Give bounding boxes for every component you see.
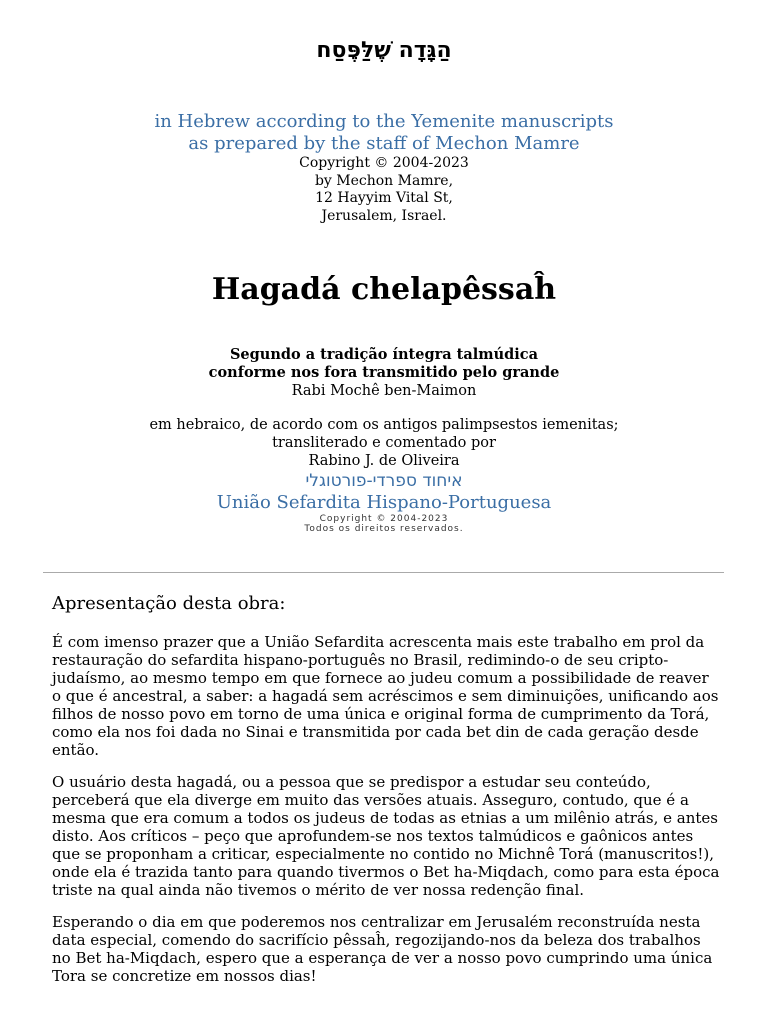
intro-line-1: in Hebrew according to the Yemenite manuscripts (154, 111, 614, 132)
intro-block (0, 111, 768, 225)
section-heading: Apresentação desta obra: (52, 593, 286, 614)
hebrew-title: הַגָּדָה שֶׁלַּפֶּסַח (316, 38, 452, 63)
horizontal-divider (43, 572, 724, 573)
intro-street: 12 Hayyim Vital St, (315, 190, 453, 206)
paragraph: É com imenso prazer que a União Sefardita acrescenta mais este trabalho em prol da restauração do sefardita hispano-português no Brasil, redimindo-o de seu cripto-judaísmo, ao mesmo tempo em que fornece ao judeu comum a possibilidade de reaver o que é ancestral, a saber: a hagadá sem acréscimos e sem diminuições, unificando aos filhos de nosso povo em torno de uma única e original forma de cumprimento da Torá, como ela nos foi dada no Sinai e transmitida por cada bet din de cada geração desde então. (52, 633, 719, 759)
paragraph: Esperando o dia em que poderemos nos centralizar em Jerusalém reconstruída nesta data especial, comendo do sacrifício pêssaĥ, regozijando-nos da beleza dos trabalhos no Bet ha-Miqdach, espero que a esperança de ver a nosso povo cumprindo uma única Tora se concretize em nossos dias! (52, 913, 713, 985)
org-name: União Sefardita Hispano-Portuguesa (216, 492, 552, 513)
translit-line-2: transliterado e comentado por (272, 435, 496, 451)
intro-by: by Mechon Mamre, (314, 172, 454, 189)
translit-line-3: Rabino J. de Oliveira (308, 453, 460, 469)
org-rights: Todos os direitos reservados. (304, 524, 464, 534)
org-copyright: Copyright © 2004-2023 (319, 514, 449, 524)
tradition-line-2: conforme nos fora transmitido pelo grande (208, 364, 560, 381)
translit-block (0, 416, 768, 534)
tradition-block (0, 346, 768, 400)
tradition-line-1: Segundo a tradição íntegra talmúdica (229, 346, 539, 363)
tradition-line-3: Rabi Mochê ben-Maimon (291, 383, 477, 399)
org-hebrew-name: איחוד ספרדי-פורטוגלי (305, 471, 463, 491)
intro-line-2: as prepared by the staff of Mechon Mamre (188, 133, 580, 154)
intro-city: Jerusalem, Israel. (321, 207, 447, 224)
translit-line-1: em hebraico, de acordo com os antigos palimpsestos iemenitas; (149, 417, 619, 433)
page-title: Hagadá chelapêssaĥ (211, 272, 557, 307)
presentation-section (52, 592, 722, 999)
intro-copyright: Copyright © 2004-2023 (299, 155, 469, 171)
paragraph: O usuário desta hagadá, ou a pessoa que se predispor a estudar seu conteúdo, perceberá que ela diverge em muito das versões atuais. Asseguro, contudo, que é a mesma que era comum a todos os judeus de todas as etnias a um milênio atrás, e antes disto. Aos críticos – peço que aprofundem-se nos textos talmúdicos e gaônicos antes que se proponham a criticar, especialmente no contido no Michnê Torá (manuscritos!), onde ela é trazida tanto para quando tivermos o Bet ha-Miqdach, como para esta época triste na qual ainda não tivemos o mérito de ver nossa redenção final. (52, 773, 720, 899)
